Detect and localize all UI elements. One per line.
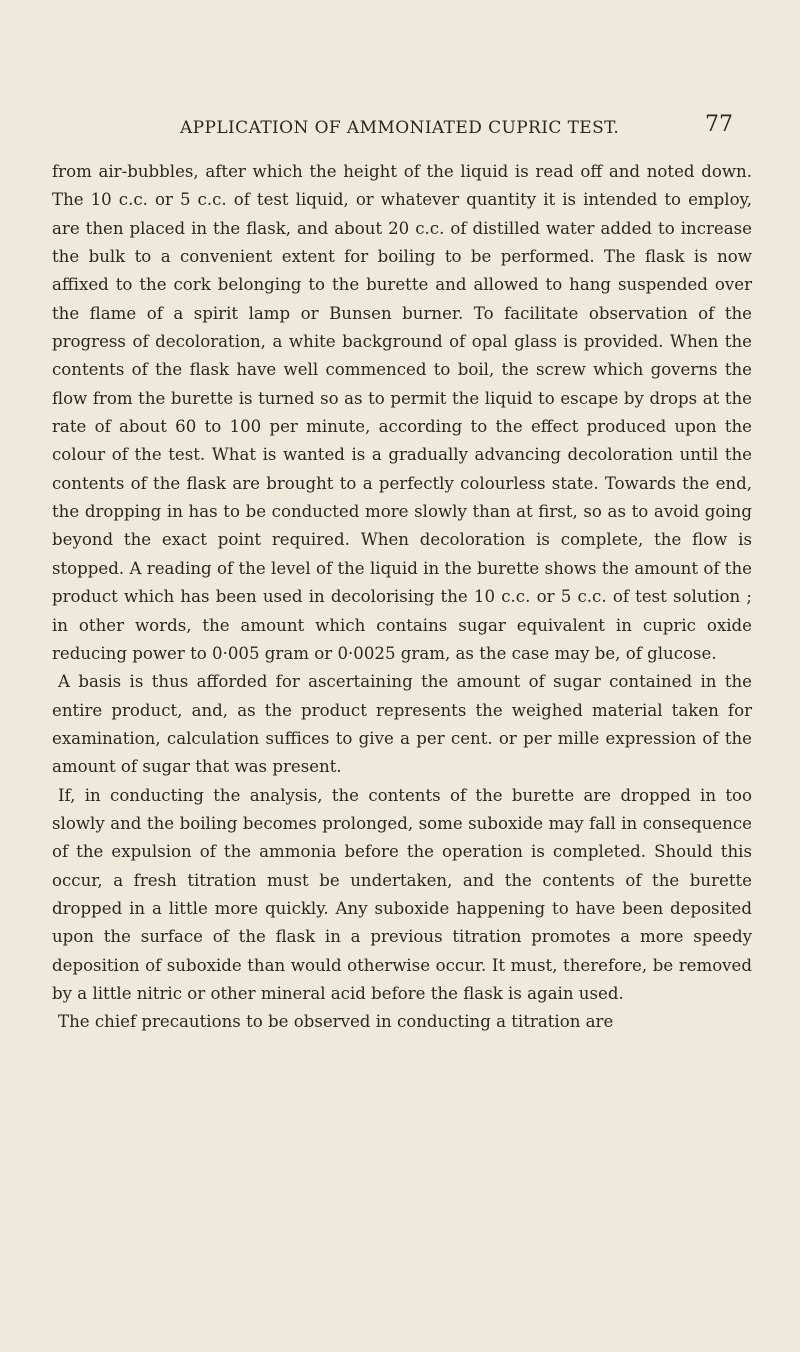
paragraph-basis: A basis is thus afforded for ascertaining the amount of sugar contained in the entire product, and, as the product represents the weighed material taken for examination, calculation suffices to give a per cent. or per mille expression of the amount of sugar that was present. <box>52 672 752 777</box>
body-text <box>52 158 752 1037</box>
page-number: 77 <box>705 112 733 137</box>
paragraph-precautions: The chief precautions to be observed in conducting a titration are <box>58 1012 614 1032</box>
paragraph-suboxide: If, in conducting the analysis, the contents of the burette are dropped in too slowly and the boiling becomes prolonged, some suboxide may fall in consequence of the expulsion of the ammonia before the operation is completed. Should this occur, a fresh titration must be undertaken, and the contents of the burette dropped in a little more quickly. Any suboxide happening to have been deposited upon the surface of the flask in a previous titration promotes a more speedy deposition of suboxide than would otherwise occur. It must, therefore, be removed by a little nitric or other mineral acid before the flask is again used. <box>52 785 752 1003</box>
paragraph-continuation: from air-bubbles, after which the height of the liquid is read off and noted down. The 10 c.c. or 5 c.c. of test liquid, or whatever quantity it is intended to employ, are then placed in the flask, and about 20 c.c. of distilled water added to increase the bulk to a convenient extent for boiling to be performed. The flask is now affixed to the cork belonging to the burette and allowed to hang suspended over the flame of a spirit lamp or Bunsen burner. To facilitate observation of the progress of decoloration, a white background of opal glass is provided. When the contents of the flask have well commenced to boil, the screw which governs the flow from the burette is turned so as to permit the liquid to escape by drops at the rate of about 60 to 100 per minute, according to the effect produced upon the colour of the test. What is wanted is a gradually advancing decoloration until the contents of the flask are brought to a perfectly colourless state. Towards the end, the dropping in has to be conducted more slowly than at first, so as to avoid going beyond the exact point required. When decoloration is complete, the flow is stopped. A reading of the level of the liquid in the burette shows the amount of the product which has been used in decolorising the 10 c.c. or 5 c.c. of test solution ; in other words, the amount which contains sugar equivalent in cupric oxide reducing power to 0·005 gram or 0·0025 gram, as the case may be, of glucose. <box>52 162 752 663</box>
running-title: APPLICATION OF AMMONIATED CUPRIC TEST. <box>180 118 620 138</box>
running-head <box>40 112 760 152</box>
